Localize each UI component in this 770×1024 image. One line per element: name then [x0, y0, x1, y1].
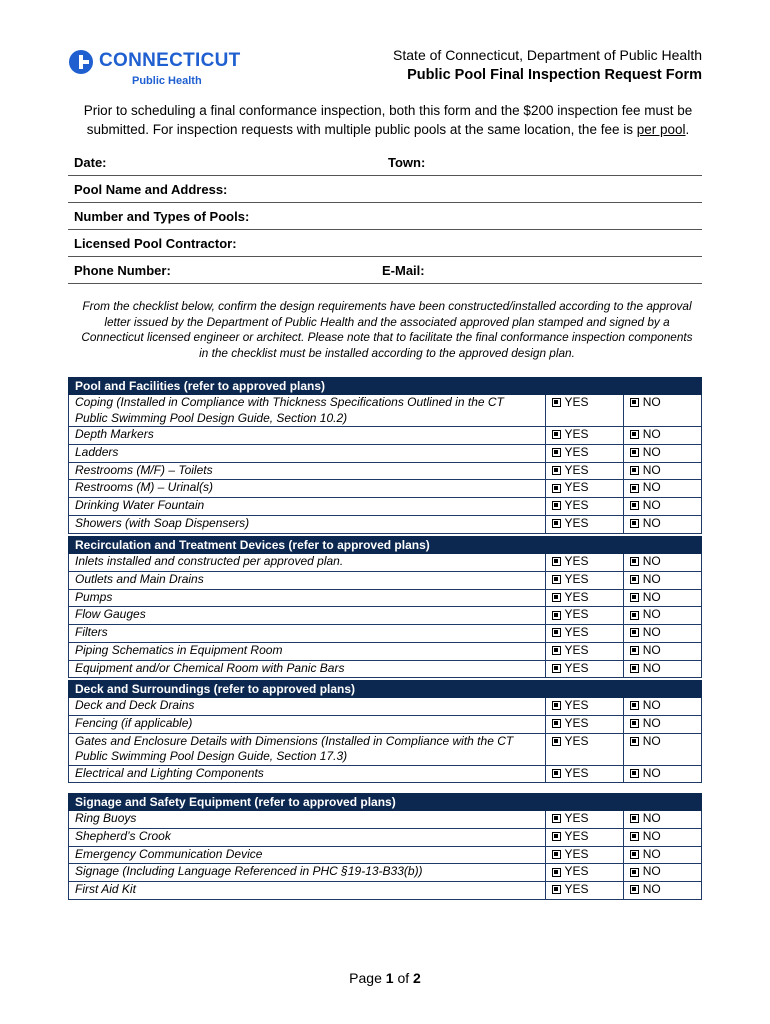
connecticut-logo-icon: [68, 49, 94, 75]
checkbox-icon[interactable]: [630, 701, 639, 710]
checkbox-icon[interactable]: [630, 850, 639, 859]
no-label: NO: [642, 642, 661, 657]
no-label: NO: [642, 498, 661, 512]
no-label: NO: [642, 589, 661, 604]
checklist-section: [68, 793, 702, 900]
no-label: NO: [642, 462, 661, 477]
form-title: Public Pool Final Inspection Request Form: [407, 67, 702, 83]
yes-label: YES: [564, 607, 589, 622]
checklist-row: [69, 462, 702, 480]
checklist-row: [69, 811, 702, 829]
yes-label: YES: [564, 864, 589, 879]
intro-text: Prior to scheduling a final conformance inspection, both this form and the $200 inspection fee must be submitted. For inspection requests with multiple public pools at the same location, the fee is: [83, 103, 693, 137]
no-checkbox[interactable]: [630, 395, 661, 411]
yes-label: YES: [564, 828, 589, 843]
checkbox-icon[interactable]: [630, 484, 639, 493]
checklist-item-label: Deck and Deck Drains: [69, 698, 546, 716]
yes-label: YES: [564, 395, 589, 409]
yes-label: YES: [564, 480, 589, 495]
agency-name: State of Connecticut, Department of Public Health: [393, 47, 702, 63]
checkbox-icon[interactable]: [630, 575, 639, 584]
no-label: NO: [642, 698, 661, 712]
checklist-item-label: Inlets installed and constructed per approved plan.: [69, 554, 546, 572]
checkbox-icon[interactable]: [552, 664, 561, 673]
checkbox-icon[interactable]: [630, 737, 639, 746]
yes-checkbox[interactable]: [552, 864, 589, 880]
checkbox-icon[interactable]: [552, 501, 561, 510]
no-checkbox[interactable]: [630, 590, 661, 606]
checkbox-icon[interactable]: [630, 628, 639, 637]
yes-label: YES: [564, 462, 589, 477]
checklist-item-label: Equipment and/or Chemical Room with Panic Bars: [69, 660, 546, 678]
checklist-row: [69, 846, 702, 864]
yes-checkbox[interactable]: [552, 625, 589, 641]
checkbox-icon[interactable]: [552, 737, 561, 746]
no-checkbox[interactable]: [630, 734, 661, 750]
yes-checkbox[interactable]: [552, 661, 589, 677]
no-checkbox[interactable]: [630, 445, 661, 461]
no-checkbox[interactable]: [630, 607, 661, 623]
section-title: Recirculation and Treatment Devices (refer to approved plans): [69, 537, 702, 554]
checkbox-icon[interactable]: [630, 430, 639, 439]
no-label: NO: [642, 607, 661, 622]
num-types-label: Number and Types of Pools:: [74, 209, 250, 224]
section-title: Pool and Facilities (refer to approved plans): [69, 378, 702, 395]
no-label: NO: [642, 571, 661, 586]
checklist-row: [69, 515, 702, 533]
checkbox-icon[interactable]: [552, 430, 561, 439]
no-checkbox[interactable]: [630, 572, 661, 588]
yes-checkbox[interactable]: [552, 480, 589, 496]
yes-checkbox[interactable]: [552, 590, 589, 606]
yes-label: YES: [564, 554, 589, 568]
checkbox-icon[interactable]: [552, 850, 561, 859]
no-checkbox[interactable]: [630, 716, 661, 732]
no-label: NO: [642, 864, 661, 879]
checklist-row: [69, 698, 702, 716]
yes-label: YES: [564, 733, 589, 748]
no-checkbox[interactable]: [630, 811, 661, 827]
yes-checkbox[interactable]: [552, 607, 589, 623]
yes-checkbox[interactable]: [552, 698, 589, 714]
yes-checkbox[interactable]: [552, 572, 589, 588]
checklist-row: [69, 828, 702, 846]
checklist-row: [69, 554, 702, 572]
no-checkbox[interactable]: [630, 463, 661, 479]
checkbox-icon[interactable]: [630, 519, 639, 528]
checklist-row: [69, 589, 702, 607]
pool-name-row: [68, 175, 702, 203]
checklist-item-label: Electrical and Lighting Components: [69, 765, 546, 783]
date-town-row: [68, 148, 702, 176]
checklist-item-label: Outlets and Main Drains: [69, 571, 546, 589]
checklist-item-label: Piping Schematics in Equipment Room: [69, 642, 546, 660]
checklist-section: [68, 680, 702, 783]
checkbox-icon[interactable]: [630, 664, 639, 673]
checklist-row: [69, 882, 702, 900]
checklist-row: [69, 395, 702, 427]
checkbox-icon[interactable]: [630, 646, 639, 655]
pool-name-label: Pool Name and Address:: [74, 182, 228, 197]
checkbox-icon[interactable]: [630, 593, 639, 602]
yes-label: YES: [564, 811, 589, 825]
intro-paragraph: [68, 101, 708, 139]
no-label: NO: [642, 733, 661, 748]
no-checkbox[interactable]: [630, 698, 661, 714]
no-label: NO: [642, 828, 661, 843]
yes-label: YES: [564, 642, 589, 657]
no-checkbox[interactable]: [630, 516, 661, 532]
no-checkbox[interactable]: [630, 554, 661, 570]
checklist-row: [69, 733, 702, 765]
checklist-row: [69, 480, 702, 498]
no-checkbox[interactable]: [630, 498, 661, 514]
checkbox-icon[interactable]: [552, 466, 561, 475]
yes-label: YES: [564, 589, 589, 604]
yes-label: YES: [564, 515, 589, 530]
no-label: NO: [642, 395, 661, 409]
checkbox-icon[interactable]: [630, 466, 639, 475]
yes-label: YES: [564, 444, 589, 459]
yes-checkbox[interactable]: [552, 463, 589, 479]
checklist-row: [69, 715, 702, 733]
yes-checkbox[interactable]: [552, 847, 589, 863]
yes-label: YES: [564, 846, 589, 861]
checklist-row: [69, 660, 702, 678]
section-title: Deck and Surroundings (refer to approved plans): [69, 681, 702, 698]
checkbox-icon[interactable]: [630, 611, 639, 620]
intro-text-end: .: [685, 122, 690, 137]
no-checkbox[interactable]: [630, 847, 661, 863]
checklist-item-label: Showers (with Soap Dispensers): [69, 515, 546, 533]
no-checkbox[interactable]: [630, 882, 661, 898]
contractor-label: Licensed Pool Contractor:: [74, 236, 237, 251]
yes-checkbox[interactable]: [552, 716, 589, 732]
logo-subtitle: Public Health: [132, 75, 202, 87]
page-total: 2: [413, 970, 421, 986]
email-label: E-Mail:: [382, 263, 425, 278]
no-checkbox[interactable]: [630, 864, 661, 880]
checklist-item-label: Ladders: [69, 444, 546, 462]
yes-label: YES: [564, 765, 589, 780]
no-label: NO: [642, 427, 661, 441]
checklist-item-label: First Aid Kit: [69, 882, 546, 900]
no-label: NO: [642, 554, 661, 568]
checklist-row: [69, 642, 702, 660]
yes-label: YES: [564, 715, 589, 730]
checklist-item-label: Drinking Water Fountain: [69, 498, 546, 516]
no-label: NO: [642, 515, 661, 530]
checklist-item-label: Filters: [69, 625, 546, 643]
checkbox-icon[interactable]: [552, 646, 561, 655]
checklist-item-label: Restrooms (M) – Urinal(s): [69, 480, 546, 498]
intro-underlined: per pool: [636, 122, 686, 137]
phone-label: Phone Number:: [74, 263, 171, 278]
checkbox-icon[interactable]: [552, 484, 561, 493]
yes-checkbox[interactable]: [552, 882, 589, 898]
checkbox-icon[interactable]: [552, 628, 561, 637]
checkbox-icon[interactable]: [630, 832, 639, 841]
checkbox-icon[interactable]: [552, 611, 561, 620]
yes-label: YES: [564, 882, 589, 896]
no-label: NO: [642, 480, 661, 495]
checkbox-icon[interactable]: [630, 398, 639, 407]
checklist-item-label: Restrooms (M/F) – Toilets: [69, 462, 546, 480]
checklist-row: [69, 571, 702, 589]
contractor-row: [68, 229, 702, 257]
checklist-item-label: Depth Markers: [69, 427, 546, 445]
logo-brand: CONNECTICUT: [99, 50, 241, 71]
no-label: NO: [642, 765, 661, 780]
no-label: NO: [642, 846, 661, 861]
checkbox-icon[interactable]: [630, 868, 639, 877]
checklist-row: [69, 498, 702, 516]
checkbox-icon[interactable]: [552, 519, 561, 528]
checklist-item-label: Flow Gauges: [69, 607, 546, 625]
checklist-section: [68, 377, 702, 534]
checklist-item-label: Ring Buoys: [69, 811, 546, 829]
checkbox-icon[interactable]: [552, 814, 561, 823]
page-word: Page: [349, 970, 382, 986]
no-checkbox[interactable]: [630, 643, 661, 659]
no-label: NO: [642, 715, 661, 730]
section-title: Signage and Safety Equipment (refer to approved plans): [69, 794, 702, 811]
checklist-row: [69, 765, 702, 783]
checkbox-icon[interactable]: [552, 719, 561, 728]
yes-checkbox[interactable]: [552, 766, 589, 782]
yes-checkbox[interactable]: [552, 829, 589, 845]
checkbox-icon[interactable]: [630, 814, 639, 823]
date-label: Date:: [74, 155, 107, 170]
checklist-item-label: Coping (Installed in Compliance with Thickness Specifications Outlined in the CT Public Swimming Pool Design Guide, Section 10.2): [69, 395, 546, 427]
checklist-row: [69, 864, 702, 882]
page-footer: [0, 970, 770, 986]
town-label: Town:: [388, 155, 426, 170]
checkbox-icon[interactable]: [552, 868, 561, 877]
no-label: NO: [642, 625, 661, 639]
phone-email-row: [68, 256, 702, 284]
checkbox-icon[interactable]: [552, 885, 561, 894]
checklist-item-label: Gates and Enclosure Details with Dimensions (Installed in Compliance with the CT Public Swimming Pool Design Guide, Section 17.3): [69, 733, 546, 765]
yes-checkbox[interactable]: [552, 811, 589, 827]
yes-label: YES: [564, 571, 589, 586]
checklist-row: [69, 625, 702, 643]
yes-checkbox[interactable]: [552, 445, 589, 461]
yes-checkbox[interactable]: [552, 427, 589, 443]
checkbox-icon[interactable]: [552, 701, 561, 710]
checklist-section: [68, 536, 702, 678]
no-checkbox[interactable]: [630, 766, 661, 782]
checklist-row: [69, 607, 702, 625]
checklist-item-label: Emergency Communication Device: [69, 846, 546, 864]
checkbox-icon[interactable]: [630, 719, 639, 728]
checkbox-icon[interactable]: [552, 448, 561, 457]
checkbox-icon[interactable]: [630, 885, 639, 894]
yes-label: YES: [564, 698, 589, 712]
checklist-item-label: Pumps: [69, 589, 546, 607]
page-of: of: [397, 970, 410, 986]
page-current: 1: [385, 970, 394, 986]
checkbox-icon[interactable]: [552, 832, 561, 841]
checklist-row: [69, 444, 702, 462]
yes-checkbox[interactable]: [552, 554, 589, 570]
checklist-item-label: Signage (Including Language Referenced in PHC §19-13-B33(b)): [69, 864, 546, 882]
checkbox-icon[interactable]: [552, 593, 561, 602]
yes-label: YES: [564, 498, 589, 512]
checklist-instructions: From the checklist below, confirm the design requirements have been constructed/installed according to the approval letter issued by the Department of Public Health and the associated approved plan stamped and signed by a Connecticut licensed engineer or architect. Please note that to facilitate the final conformance inspection components in the checklist must be installed according to the approved design plan.: [81, 299, 693, 360]
yes-checkbox[interactable]: [552, 516, 589, 532]
no-checkbox[interactable]: [630, 829, 661, 845]
checkbox-icon[interactable]: [552, 557, 561, 566]
no-checkbox[interactable]: [630, 427, 661, 443]
checklist-item-label: Shepherd’s Crook: [69, 828, 546, 846]
no-label: NO: [642, 444, 661, 459]
yes-checkbox[interactable]: [552, 643, 589, 659]
no-checkbox[interactable]: [630, 625, 661, 641]
yes-checkbox[interactable]: [552, 734, 589, 750]
yes-label: YES: [564, 660, 589, 675]
num-types-row: [68, 202, 702, 230]
checkbox-icon[interactable]: [552, 575, 561, 584]
no-label: NO: [642, 811, 661, 825]
connecticut-public-health-logo: [68, 48, 248, 92]
no-label: NO: [642, 882, 661, 896]
yes-label: YES: [564, 625, 589, 639]
yes-checkbox[interactable]: [552, 395, 589, 411]
checkbox-icon[interactable]: [630, 769, 639, 778]
checkbox-icon[interactable]: [630, 448, 639, 457]
checklist-item-label: Fencing (if applicable): [69, 715, 546, 733]
checkbox-icon[interactable]: [552, 769, 561, 778]
checkbox-icon[interactable]: [630, 557, 639, 566]
no-checkbox[interactable]: [630, 480, 661, 496]
no-label: NO: [642, 660, 661, 675]
yes-checkbox[interactable]: [552, 498, 589, 514]
checklist-row: [69, 427, 702, 445]
checkbox-icon[interactable]: [552, 398, 561, 407]
yes-label: YES: [564, 427, 589, 441]
checkbox-icon[interactable]: [630, 501, 639, 510]
no-checkbox[interactable]: [630, 661, 661, 677]
